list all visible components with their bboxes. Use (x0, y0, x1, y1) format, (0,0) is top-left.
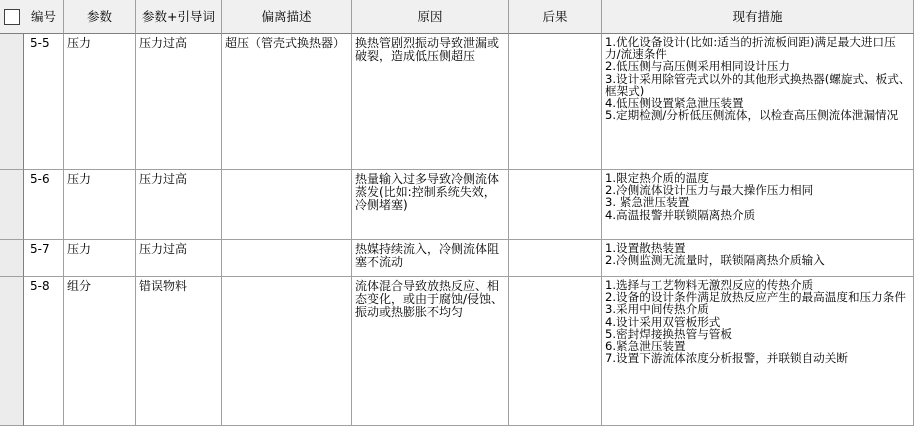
cell-measures[interactable]: 1.限定热介质的温度 2.冷侧流体设计压力与最大操作压力相同 3. 紧急泄压装置 4.高温报警并联锁隔离热介质 (602, 170, 914, 240)
cell-id[interactable]: 5-7 (24, 240, 64, 277)
cell-consequence[interactable] (509, 34, 602, 170)
cell-measures[interactable]: 1.优化设备设计(比如:适当的折流板间距)满足最大进口压力/流速条件 2.低压侧与高压侧采用相同设计压力 3.设计采用除管壳式以外的其他形式换热器(螺旋式、板式、框架式) 4.低压侧设置紧急泄压装置 5.定期检测/分析低压侧流体，以检查高压侧流体泄漏情况 (602, 34, 914, 170)
cell-parameter[interactable]: 压力 (64, 170, 136, 240)
cell-consequence[interactable] (509, 277, 602, 426)
cell-guideword[interactable]: 压力过高 (136, 170, 222, 240)
column-header-deviation[interactable]: 偏离描述 (222, 0, 352, 34)
cell-id[interactable]: 5-8 (24, 277, 64, 426)
column-header-guideword[interactable]: 参数+引导词 (136, 0, 222, 34)
row-selector[interactable] (0, 240, 24, 277)
cell-deviation[interactable] (222, 277, 352, 426)
cell-parameter[interactable]: 组分 (64, 277, 136, 426)
cell-cause[interactable]: 热量输入过多导致冷侧流体蒸发(比如:控制系统失效，冷侧堵塞) (352, 170, 509, 240)
cell-consequence[interactable] (509, 170, 602, 240)
column-header-cause[interactable]: 原因 (352, 0, 509, 34)
cell-deviation[interactable]: 超压（管壳式换热器） (222, 34, 352, 170)
cell-guideword[interactable]: 压力过高 (136, 240, 222, 277)
cell-deviation[interactable] (222, 170, 352, 240)
row-selector[interactable] (0, 170, 24, 240)
row-selector[interactable] (0, 34, 24, 170)
cell-measures[interactable]: 1.设置散热装置 2.冷侧监测无流量时，联锁隔离热介质输入 (602, 240, 914, 277)
column-header-consequence[interactable]: 后果 (509, 0, 602, 34)
cell-cause[interactable]: 流体混合导致放热反应、相态变化，或由于腐蚀/侵蚀、振动或热膨胀不均匀 (352, 277, 509, 426)
column-header-parameter[interactable]: 参数 (64, 0, 136, 34)
cell-guideword[interactable]: 压力过高 (136, 34, 222, 170)
row-selector[interactable] (0, 277, 24, 426)
cell-id[interactable]: 5-6 (24, 170, 64, 240)
select-all-checkbox[interactable] (4, 9, 20, 25)
cell-cause[interactable]: 换热管剧烈振动导致泄漏或破裂，造成低压侧超压 (352, 34, 509, 170)
cell-cause[interactable]: 热媒持续流入，冷侧流体阻塞不流动 (352, 240, 509, 277)
cell-parameter[interactable]: 压力 (64, 34, 136, 170)
cell-id[interactable]: 5-5 (24, 34, 64, 170)
cell-measures[interactable]: 1.选择与工艺物料无激烈反应的传热介质 2.设备的设计条件满足放热反应产生的最高温度和压力条件 3.采用中间传热介质 4.设计采用双管板形式 5.密封焊接换热管与管板 6.紧急泄压装置 7.设置下游流体浓度分析报警，并联锁自动关断 (602, 277, 914, 426)
column-header-measures[interactable]: 现有措施 (602, 0, 914, 34)
column-header-id[interactable]: 编号 (24, 0, 64, 34)
cell-consequence[interactable] (509, 240, 602, 277)
cell-deviation[interactable] (222, 240, 352, 277)
select-all-corner[interactable] (0, 0, 24, 34)
cell-parameter[interactable]: 压力 (64, 240, 136, 277)
cell-guideword[interactable]: 错误物料 (136, 277, 222, 426)
